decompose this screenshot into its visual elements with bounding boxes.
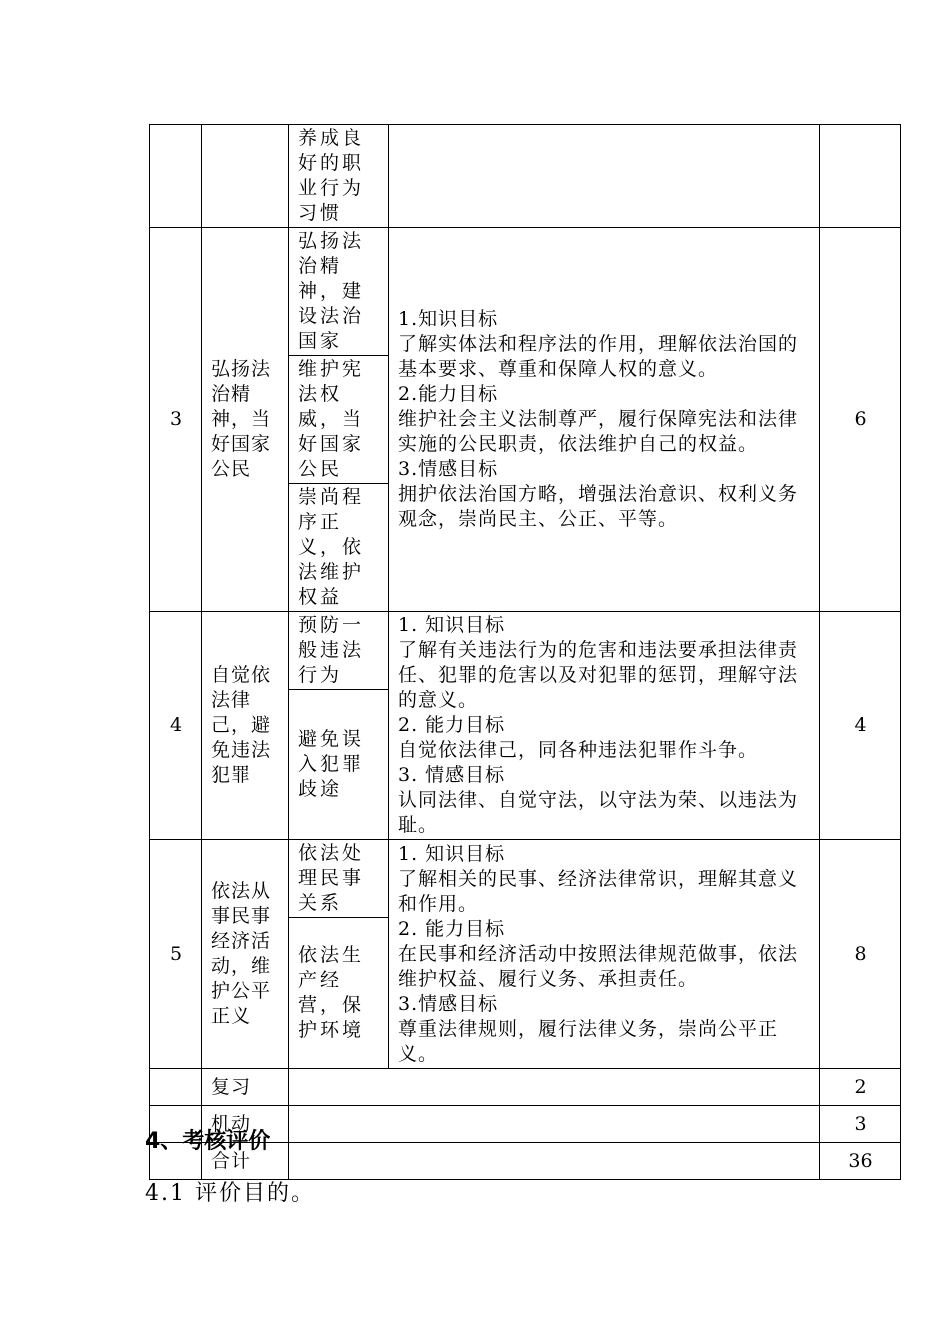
goal-heading: 1. 知识目标 [398,614,506,636]
row-number [150,125,202,228]
table-row [150,125,901,228]
unit-title: 弘扬法治精神，当好国家公民 [202,228,289,612]
goal-text: 拥护依法治国方略，增强法治意识、权利义务观念，崇尚民主、公正、平等。 [398,483,799,530]
empty-cell [289,1106,820,1143]
goal-text: 认同法律、自觉守法，以守法为荣、以违法为耻。 [398,789,799,836]
hours-cell: 36 [820,1143,901,1180]
topic-cell: 依法生产经营，保护环境 [289,918,389,1069]
unit-title: 自觉依法律己，避免违法犯罪 [202,612,289,840]
goal-text: 自觉依法律己，同各种违法犯罪作斗争。 [398,739,759,761]
goal-text: 维护社会主义法制尊严，履行保障宪法和法律实施的公民职责，依法维护自己的权益。 [398,408,799,455]
goal-text: 了解相关的民事、经济法律常识，理解其意义和作用。 [398,867,799,915]
topic-cell: 避免误入犯罪歧途 [289,690,389,840]
goal-heading: 1.知识目标 [398,308,499,330]
empty-cell [289,1143,820,1180]
goal-heading: 2.能力目标 [398,383,499,405]
hours-cell [820,125,901,228]
topic-cell: 依法处理民事关系 [289,840,389,918]
row-number: 3 [150,228,202,612]
table-row [150,1069,901,1106]
goal-heading: 2. 能力目标 [398,714,506,736]
goals-cell [389,840,820,1069]
goal-text: 尊重法律规则，履行法律义务，崇尚公平正义。 [398,1017,779,1065]
row-number [150,1069,202,1106]
goal-text: 在民事和经济活动中按照法律规范做事，依法维护权益、履行义务、承担责任。 [398,942,799,990]
topic-cell: 崇尚程序正义，依法维护权益 [289,484,389,612]
summary-label: 复习 [202,1069,289,1106]
hours-cell: 2 [820,1069,901,1106]
unit-title: 依法从事民事经济活动，维护公平正义 [202,840,289,1069]
section-heading: 4、考核评价 [145,1129,271,1154]
topic-cell: 养成良好的职业行为习惯 [289,125,389,228]
goal-heading: 2. 能力目标 [398,917,506,940]
table-row [150,228,901,356]
topic-cell: 维护宪法权威，当好国家公民 [289,356,389,484]
goals-cell [389,125,820,228]
row-number: 4 [150,612,202,840]
empty-cell [289,1069,820,1106]
goal-heading: 1. 知识目标 [398,842,506,865]
table-row [150,840,901,918]
unit-title [202,125,289,228]
goal-heading: 3.情感目标 [398,458,499,480]
hours-cell: 4 [820,612,901,840]
topic-cell: 弘扬法治精神，建设法治国家 [289,228,389,356]
hours-cell: 3 [820,1106,901,1143]
curriculum-table [149,124,901,1180]
summary-label: 机动 [202,1106,289,1143]
hours-cell: 6 [820,228,901,612]
subsection-heading: 4.1 评价目的。 [145,1181,315,1206]
hours-cell: 8 [820,840,901,1069]
row-number: 5 [150,840,202,1069]
goal-heading: 3. 情感目标 [398,764,506,786]
goal-text: 了解实体法和程序法的作用，理解依法治国的基本要求、尊重和保障人权的意义。 [398,333,799,380]
goal-heading: 3.情感目标 [398,992,499,1015]
summary-label: 合计 [202,1143,289,1180]
table-row [150,612,901,690]
goal-text: 了解有关违法行为的危害和违法要承担法律责任、犯罪的危害以及对犯罪的惩罚，理解守法的意义。 [398,639,799,711]
goals-cell [389,228,820,612]
topic-cell: 预防一般违法行为 [289,612,389,690]
goals-cell [389,612,820,840]
